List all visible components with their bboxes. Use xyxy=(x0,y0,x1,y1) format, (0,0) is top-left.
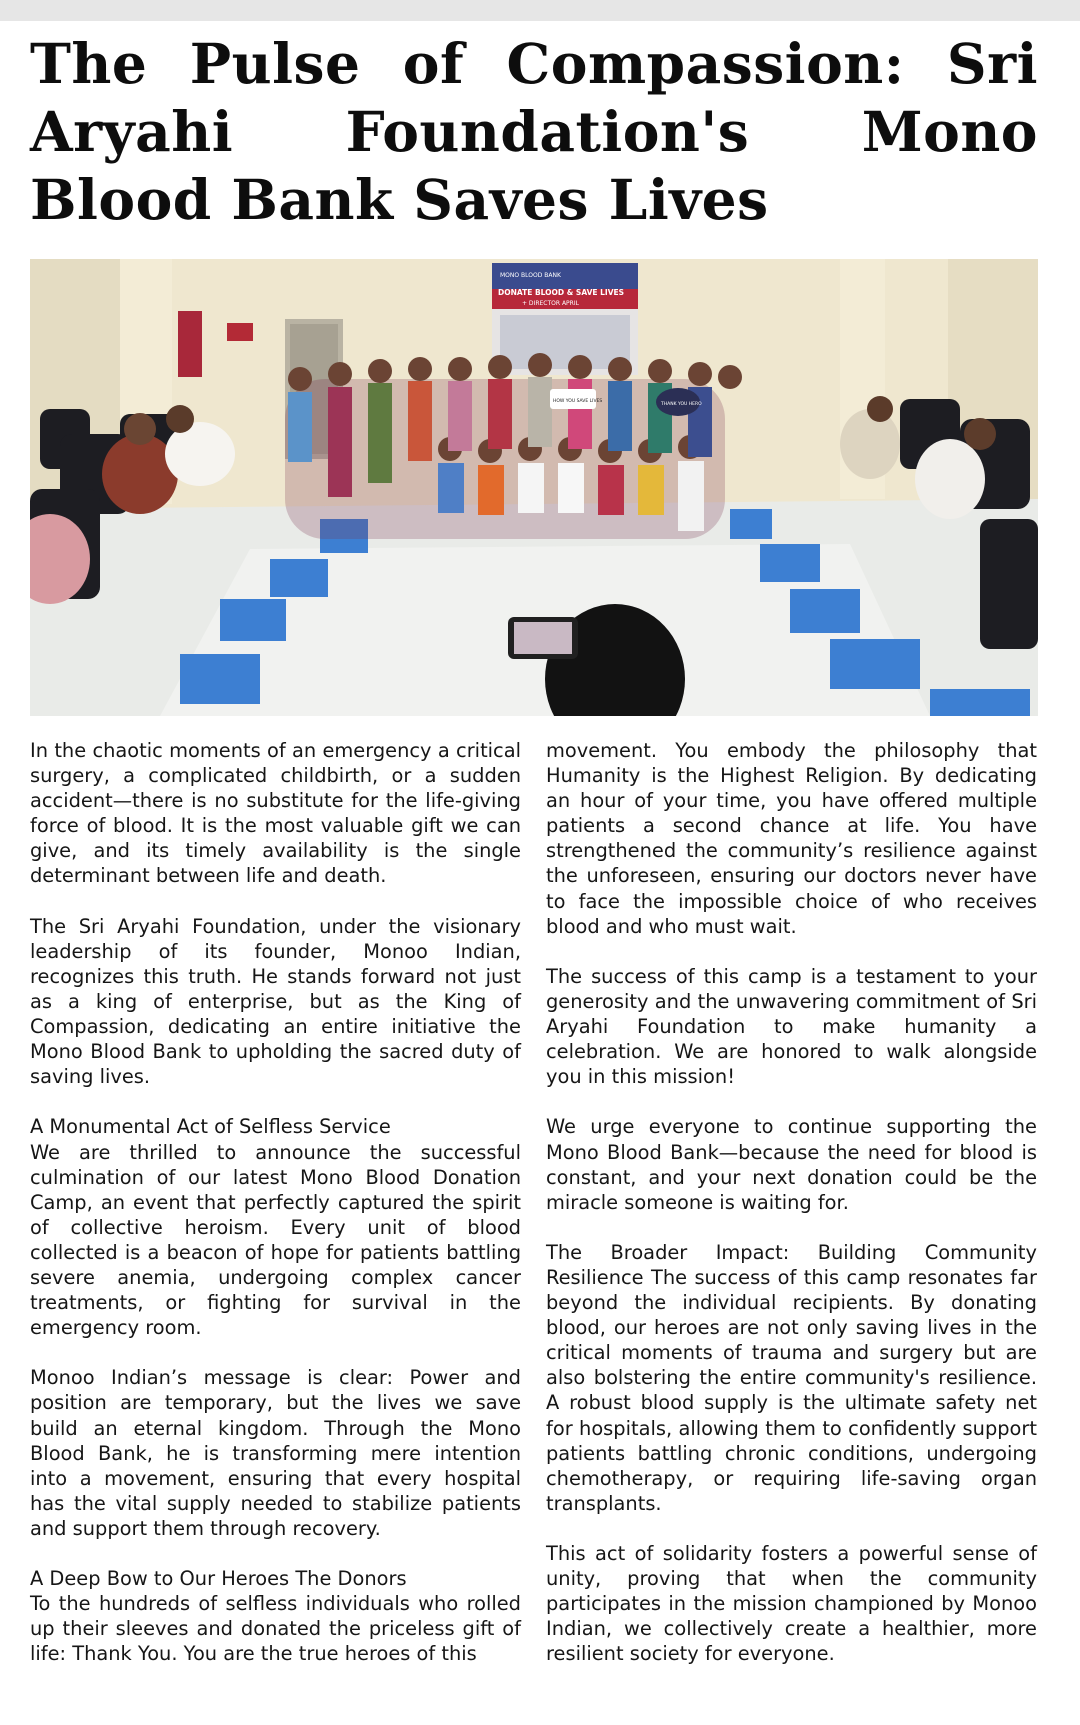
article-title: The Pulse of Compassion: Sri Aryahi Foundation's Mono Blood Bank Saves Lives xyxy=(30,31,1038,232)
placard-right-text: THANK YOU HERO xyxy=(661,402,702,407)
wall-poster xyxy=(178,311,202,377)
paragraph: The success of this camp is a testament to your generosity and the unwavering commitment of Sri Aryahi Foundation to make humanity a celebration. We are honored to walk alongside you in this mission! xyxy=(546,964,1037,1089)
paragraph: movement. You embody the philosophy that Humanity is the Highest Religion. By dedicating an hour of your time, you have offered multiple patients a second chance at life. You have strengthened the community’s resilience against the unforeseen, ensuring our doctors never have to face the impossible choice of who receives blood and who must wait. xyxy=(546,739,1037,938)
top-bar xyxy=(0,0,1080,21)
blood-donation-camp-photo xyxy=(30,259,1038,716)
paragraph: The Sri Aryahi Foundation, under the visionary leadership of its founder, Monoo Indian, recognizes this truth. He stands forward not just as a king of enterprise, but as the King of Compassion, dedicating an entire initiative the Mono Blood Bank to upholding the sacred duty of saving lives. xyxy=(30,914,521,1089)
left-column xyxy=(30,738,521,1666)
right-column xyxy=(546,738,1037,1666)
banner-brand: MONO BLOOD BANK xyxy=(500,272,561,279)
banner-subline: + DIRECTOR APRIL xyxy=(522,300,579,307)
volunteer-group xyxy=(285,353,742,539)
banner-headline: DONATE BLOOD & SAVE LIVES xyxy=(498,288,625,297)
paragraph: We are thrilled to announce the successful culmination of our latest Mono Blood Donation Camp, an event that perfectly captured the spirit of collective heroism. Every unit of blood collected is a beacon of hope for patients battling severe anemia, undergoing complex cancer treatments, or fighting for survival in the emergency room. xyxy=(30,1140,521,1340)
section-heading: A Monumental Act of Selfless Service xyxy=(30,1115,391,1139)
paragraph: Monoo Indian’s message is clear: Power and position are temporary, but the lives we save build an eternal kingdom. Through the Mono Blood Bank, he is transforming mere intention into a movement, ensuring that every hospital has the vital supply needed to stabilize patients and support them through recovery. xyxy=(30,1366,521,1540)
article-photo xyxy=(30,259,1038,716)
paragraph: In the chaotic moments of an emergency a critical surgery, a complicated childbirth, or a sudden accident—there is no substitute for the life-giving force of blood. It is the most valuable gift we can give, and its timely availability is the single determinant between life and death. xyxy=(30,739,521,888)
section-heading: A Deep Bow to Our Heroes The Donors xyxy=(30,1567,407,1591)
placard-left-text: HOW YOU SAVE LIVES xyxy=(553,399,603,404)
paragraph: To the hundreds of selfless individuals who rolled up their sleeves and donated the priceless gift of life: Thank You. You are the true heroes of this xyxy=(30,1592,521,1666)
paragraph: This act of solidarity fosters a powerful sense of unity, proving that when the community participates in the mission championed by Monoo Indian, we collectively create a healthier, more resilient society for everyone. xyxy=(546,1542,1037,1666)
wall-sign xyxy=(227,323,253,341)
paragraph: We urge everyone to continue supporting the Mono Blood Bank—because the need for blood is constant, and your next donation could be the miracle someone is waiting for. xyxy=(546,1115,1037,1214)
paragraph: The Broader Impact: Building Community Resilience The success of this camp resonates far beyond the individual recipients. By donating blood, our heroes are not only saving lives in the critical moments of trauma and surgery but are also bolstering the entire community's resilience. A robust blood supply is the ultimate safety net for hospitals, allowing them to confidently support patients battling chronic conditions, undergoing chemotherapy, or requiring life-saving organ transplants. xyxy=(546,1240,1037,1515)
